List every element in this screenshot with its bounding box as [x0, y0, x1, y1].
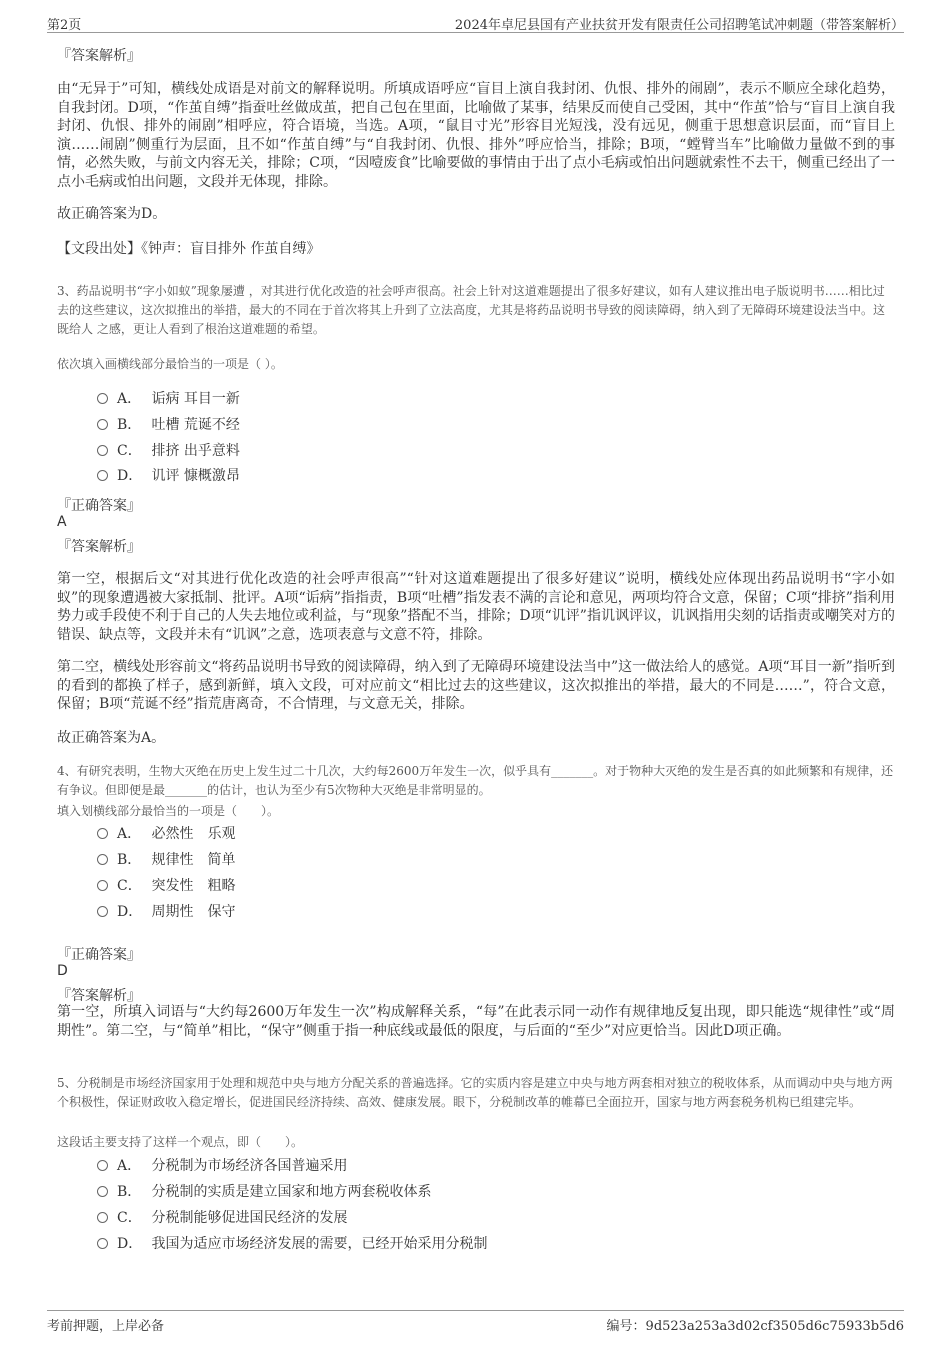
document-title: 2024年卓尼县国有产业扶贫开发有限责任公司招聘笔试冲刺题（带答案解析）: [454, 18, 904, 33]
option-3b[interactable]: B． 吐槽 荒诞不经: [97, 415, 240, 435]
correct-answer-label: 『正确答案』: [57, 947, 141, 963]
radio-button[interactable]: [97, 470, 108, 481]
analysis-text: 第一空，所填入词语与“大约每2600万年发生一次”构成解释关系，“每”在此表示同一动作有规律地反复出现，即只能选“规律性”或“周期性”。第二空，与“简单”相比，“保守”侧重于指一种底线或最低的限度，与后面的“至少”对应更恰当。因此D项正确。: [57, 1004, 895, 1039]
option-5a[interactable]: A． 分税制为市场经济各国普遍采用: [97, 1156, 347, 1176]
correct-answer-label: 『正确答案』: [57, 498, 141, 514]
analysis-text: 由“无异于”可知，横线处成语是对前文的解释说明。所填成语呼应“盲目上演自我封闭、仇恨、排外的闹剧”，表示不顺应全球化趋势，自我封闭。D项，“作茧自缚”指蚕吐丝做成茧，把自己包在里面，比喻做了某事，结果反而使自己受困，其中“作茧”恰与“盲目上演自我封闭、仇恨、排外的闹剧”相呼应，符合语境，当选。A项，“鼠目寸光”形容目光短浅，没有远见，侧重于思想意识层面，而“盲目上演……闹剧”侧重行为层面，且不如“作茧自缚”与“自我封闭、仇恨、排外”呼应恰当，排除；B项，“螳臂当车”比喻做力量做不到的事情，必然失败，与前文内容无关，排除；C项，“因噎废食”比喻要做的事情由于出了点小毛病或怕出问题就索性不去干，侧重已经出了一点小毛病或怕出问题，文段并无体现，排除。: [57, 81, 895, 190]
option-5d[interactable]: D． 我国为适应市场经济发展的需要，已经开始采用分税制: [97, 1234, 487, 1254]
correct-answer: D: [57, 963, 68, 979]
radio-button[interactable]: [97, 854, 108, 865]
page-footer: [47, 1310, 904, 1333]
radio-button[interactable]: [97, 1186, 108, 1197]
analysis-label: 『答案解析』: [57, 988, 141, 1004]
option-3a[interactable]: A． 诟病 耳目一新: [97, 389, 240, 409]
radio-button[interactable]: [97, 1212, 108, 1223]
option-5c[interactable]: C． 分税制能够促进国民经济的发展: [97, 1208, 347, 1228]
radio-button[interactable]: [97, 828, 108, 839]
document-code: 编号：9d523a253a3d02cf3505d6c75933b5d6: [606, 1319, 904, 1334]
question-4-stem: 4、有研究表明，生物大灭绝在历史上发生过二十几次，大约每2600万年发生一次，似乎具有_______。对于物种大灭绝的发生是否真的如此频繁和有规律，还有争议。但即便是最_______的估计，也认为至少有5次物种大灭绝是非常明显的。: [57, 764, 894, 797]
conclusion-text: 故正确答案为A。: [57, 730, 166, 746]
correct-answer: A: [57, 514, 67, 530]
option-4d[interactable]: D． 周期性 保守: [97, 902, 235, 922]
footer-slogan: 考前押题，上岸必备: [47, 1319, 165, 1334]
question-4-instruction: 填入划横线部分最恰当的一项是（ ）。: [57, 804, 280, 818]
question-5-stem: 5、分税制是市场经济国家用于处理和规范中央与地方分配关系的普遍选择。它的实质内容是建立中央与地方两套相对独立的税收体系，从而调动中央与地方两个积极性，保证财政收入稳定增长，促进国民经济持续、高效、健康发展。眼下，分税制改革的帷幕已全面拉开，国家与地方两套税务机构已组建完毕。: [57, 1076, 893, 1109]
analysis-label: 『答案解析』: [57, 48, 141, 64]
option-5b[interactable]: B． 分税制的实质是建立国家和地方两套税收体系: [97, 1182, 431, 1202]
option-4a[interactable]: A． 必然性 乐观: [97, 824, 235, 844]
radio-button[interactable]: [97, 1160, 108, 1171]
conclusion-text: 故正确答案为D。: [57, 206, 167, 222]
question-3-instruction: 依次填入画横线部分最恰当的一项是（ ）。: [57, 357, 283, 371]
radio-button[interactable]: [97, 393, 108, 404]
radio-button[interactable]: [97, 445, 108, 456]
option-3d[interactable]: D． 讥评 慷概激昂: [97, 466, 240, 486]
radio-button[interactable]: [97, 419, 108, 430]
analysis-label: 『答案解析』: [57, 539, 141, 555]
option-3c[interactable]: C． 排挤 出乎意料: [97, 441, 240, 461]
radio-button[interactable]: [97, 880, 108, 891]
radio-button[interactable]: [97, 1238, 108, 1249]
analysis-paragraph-1: 第一空，根据后文“对其进行优化改造的社会呼声很高”“针对这道难题提出了很多好建议”说明，横线处应体现出药品说明书“字小如蚁”的现象遭遇被大家抵制、批评。A项“诟病”指指责，B项“吐槽”指发表不满的言论和意见，两项均符合文意，保留；C项“排挤”指利用势力或手段使不利于自己的人失去地位或利益，与“现象”搭配不当，排除；D项“讥评”指讥讽评议，讥讽指用尖刻的话指责或嘲笑对方的错误、缺点等，文段并未有“讥讽”之意，选项表意与文意不符，排除。: [57, 571, 895, 643]
analysis-paragraph-2: 第二空，横线处形容前文“将药品说明书导致的阅读障碍，纳入到了无障碍环境建设法当中”这一做法给人的感觉。A项“耳目一新”指听到的看到的都换了样子，感到新鲜，填入文段，可对应前文“相比过去的这些建议，这次拟推出的举措，最大的不同是……”，符合文意，保留；B项“荒诞不经”指荒唐离奇，不合情理，与文意无关，排除。: [57, 659, 895, 712]
radio-button[interactable]: [97, 906, 108, 917]
option-4b[interactable]: B． 规律性 简单: [97, 850, 235, 870]
question-3-stem: 3、药品说明书“字小如蚁”现象屡遭 ，对其进行优化改造的社会呼声很高。社会上针对这道难题提出了很多好建议，如有人建议推出电子版说明书……相比过去的这些建议，这次拟推出的举措，最大的不同在于首次将其上升到了立法高度，尤其是将药品说明书导致的阅读障碍，纳入到了无障碍环境建设法当中。这既给人 之感，更让人看到了根治这道难题的希望。: [57, 284, 886, 336]
page-header: [47, 10, 904, 33]
source-text: 【文段出处】《钟声：盲目排外 作茧自缚》: [57, 241, 321, 257]
option-4c[interactable]: C． 突发性 粗略: [97, 876, 235, 896]
question-5-instruction: 这段话主要支持了这样一个观点，即（ ）。: [57, 1135, 304, 1149]
page-number: 第2页: [47, 18, 82, 33]
